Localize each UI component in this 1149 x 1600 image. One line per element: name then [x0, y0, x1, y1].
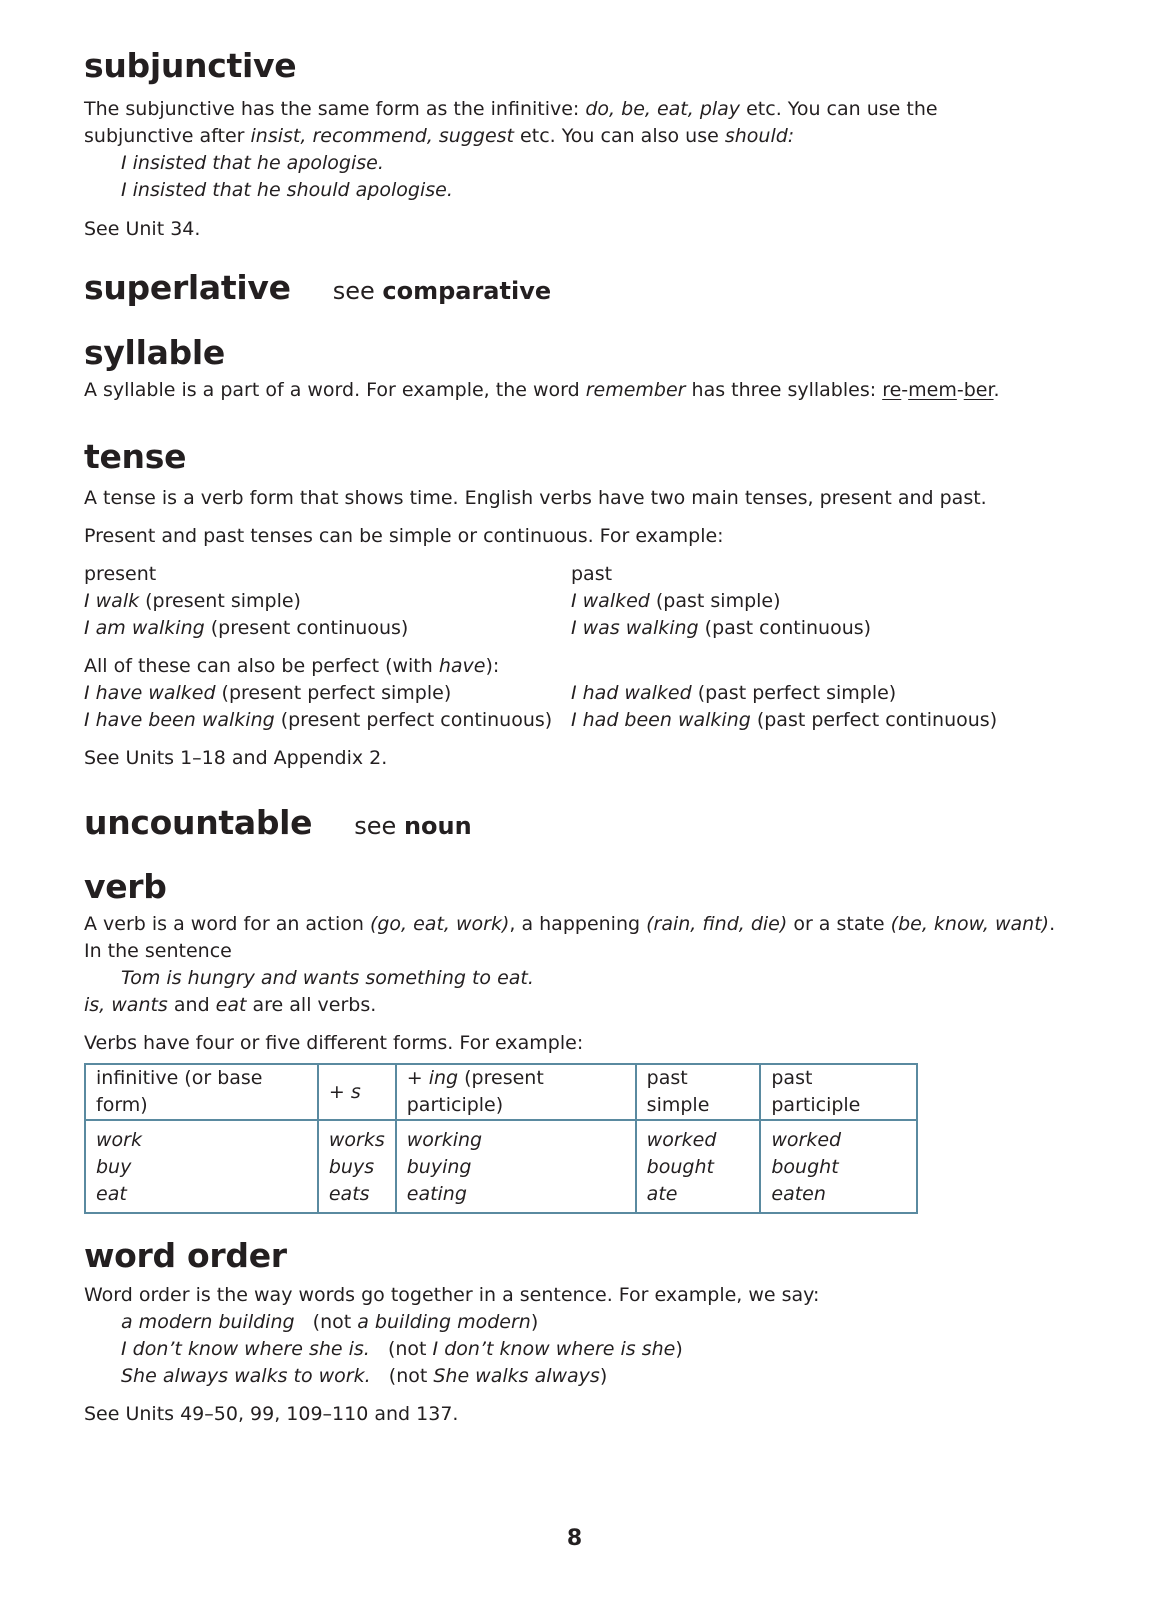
subjunctive-text-1: The subjunctive has the same form as the infinitive: do, be, eat, play etc. You can use the	[84, 98, 938, 120]
tense-text-1: A tense is a verb form that shows time. English verbs have two main tenses, present and past.	[84, 487, 987, 509]
cell: working	[406, 1129, 483, 1151]
uncountable-cross-ref: see noun	[354, 812, 472, 840]
col-ing-form	[396, 1120, 636, 1213]
subjunctive-example-1: I insisted that he apologise.	[121, 152, 384, 174]
heading-tense: tense	[84, 437, 187, 476]
cell: work	[96, 1129, 142, 1151]
cell: buying	[406, 1156, 472, 1178]
cell: bought	[771, 1156, 839, 1178]
cell: buys	[328, 1156, 375, 1178]
tense-see: See Units 1–18 and Appendix 2.	[84, 747, 388, 769]
cell: eats	[328, 1183, 370, 1205]
verb-text-2: In the sentence	[84, 940, 232, 962]
col-past-simple	[636, 1120, 761, 1213]
section-verb	[84, 867, 1084, 1214]
verb-text-1: A verb is a word for an action (go, eat, work), a happening (rain, find, die) or a state (be, know, want).	[84, 913, 1056, 935]
col-infinitive	[85, 1120, 318, 1213]
syllable-text: A syllable is a part of a word. For example, the word remember has three syllables: re-mem-ber.	[84, 379, 1000, 401]
subjunctive-text-2: subjunctive after insist, recommend, suggest etc. You can also use should:	[84, 125, 795, 147]
th-infinitive: infinitive (or base form)	[85, 1064, 318, 1120]
present-perfect-continuous: I have been walking (present perfect continuous)	[84, 709, 553, 731]
tense-examples	[84, 561, 1084, 642]
tense-perfect-examples	[84, 653, 1084, 734]
th-s-form: + s	[318, 1064, 396, 1120]
past-simple: I walked (past simple)	[571, 590, 781, 612]
verb-example: Tom is hungry and wants something to eat.	[121, 967, 534, 989]
table-header-row	[85, 1064, 917, 1120]
page-number: 8	[566, 1526, 583, 1551]
verb-text-3: is, wants and eat are all verbs.	[84, 994, 377, 1016]
past-perfect-continuous: I had been walking (past perfect continuous)	[571, 709, 998, 731]
th-past-participle: past participle	[760, 1064, 917, 1120]
heading-verb: verb	[84, 867, 167, 906]
heading-word-order: word order	[84, 1236, 287, 1275]
cell: worked	[771, 1129, 842, 1151]
perfect-text: All of these can also be perfect (with have):	[84, 655, 500, 677]
heading-subjunctive: subjunctive	[84, 46, 297, 85]
past-label: past	[571, 563, 613, 585]
section-subjunctive	[84, 46, 938, 243]
heading-syllable: syllable	[84, 333, 225, 372]
present-simple: I walk (present simple)	[84, 590, 301, 612]
th-past-simple: past simple	[636, 1064, 761, 1120]
col-s-form	[318, 1120, 396, 1213]
cell: eaten	[771, 1183, 826, 1205]
heading-uncountable: uncountable	[84, 803, 313, 842]
word-order-example-2: I don’t know where she is. (not I don’t know where is she)	[121, 1338, 683, 1360]
present-label: present	[84, 563, 157, 585]
section-syllable	[84, 333, 1000, 404]
cell: bought	[646, 1156, 714, 1178]
word-order-example-1: a modern building (not a building modern)	[121, 1311, 539, 1333]
subjunctive-example-2: I insisted that he should apologise.	[121, 179, 453, 201]
verb-forms-table	[84, 1063, 918, 1214]
word-order-example-3: She always walks to work. (not She walks always)	[121, 1365, 608, 1387]
verb-text-4: Verbs have four or five different forms. For example:	[84, 1032, 584, 1054]
section-superlative	[84, 268, 551, 308]
present-continuous: I am walking (present continuous)	[84, 617, 409, 639]
subjunctive-see: See Unit 34.	[84, 218, 201, 240]
th-ing-form: + ing (present participle)	[396, 1064, 636, 1120]
tense-text-2: Present and past tenses can be simple or continuous. For example:	[84, 525, 724, 547]
tense-past-col	[571, 561, 871, 642]
past-perfect-simple: I had walked (past perfect simple)	[571, 682, 897, 704]
present-perfect-simple: I have walked (present perfect simple)	[84, 682, 452, 704]
col-past-participle	[760, 1120, 917, 1213]
section-tense	[84, 437, 1084, 772]
word-order-text: Word order is the way words go together in a sentence. For example, we say:	[84, 1284, 820, 1306]
cell: ate	[646, 1183, 678, 1205]
tense-past-perfect-col	[571, 680, 997, 734]
cell: eating	[406, 1183, 467, 1205]
cell: eat	[96, 1183, 127, 1205]
superlative-cross-ref: see comparative	[332, 277, 552, 305]
cell: works	[328, 1129, 385, 1151]
section-word-order	[84, 1236, 1084, 1428]
table-row	[85, 1120, 917, 1213]
past-continuous: I was walking (past continuous)	[571, 617, 872, 639]
cell: worked	[646, 1129, 717, 1151]
heading-superlative: superlative	[84, 268, 291, 307]
cell: buy	[96, 1156, 132, 1178]
section-uncountable	[84, 803, 472, 843]
word-order-see: See Units 49–50, 99, 109–110 and 137.	[84, 1403, 459, 1425]
